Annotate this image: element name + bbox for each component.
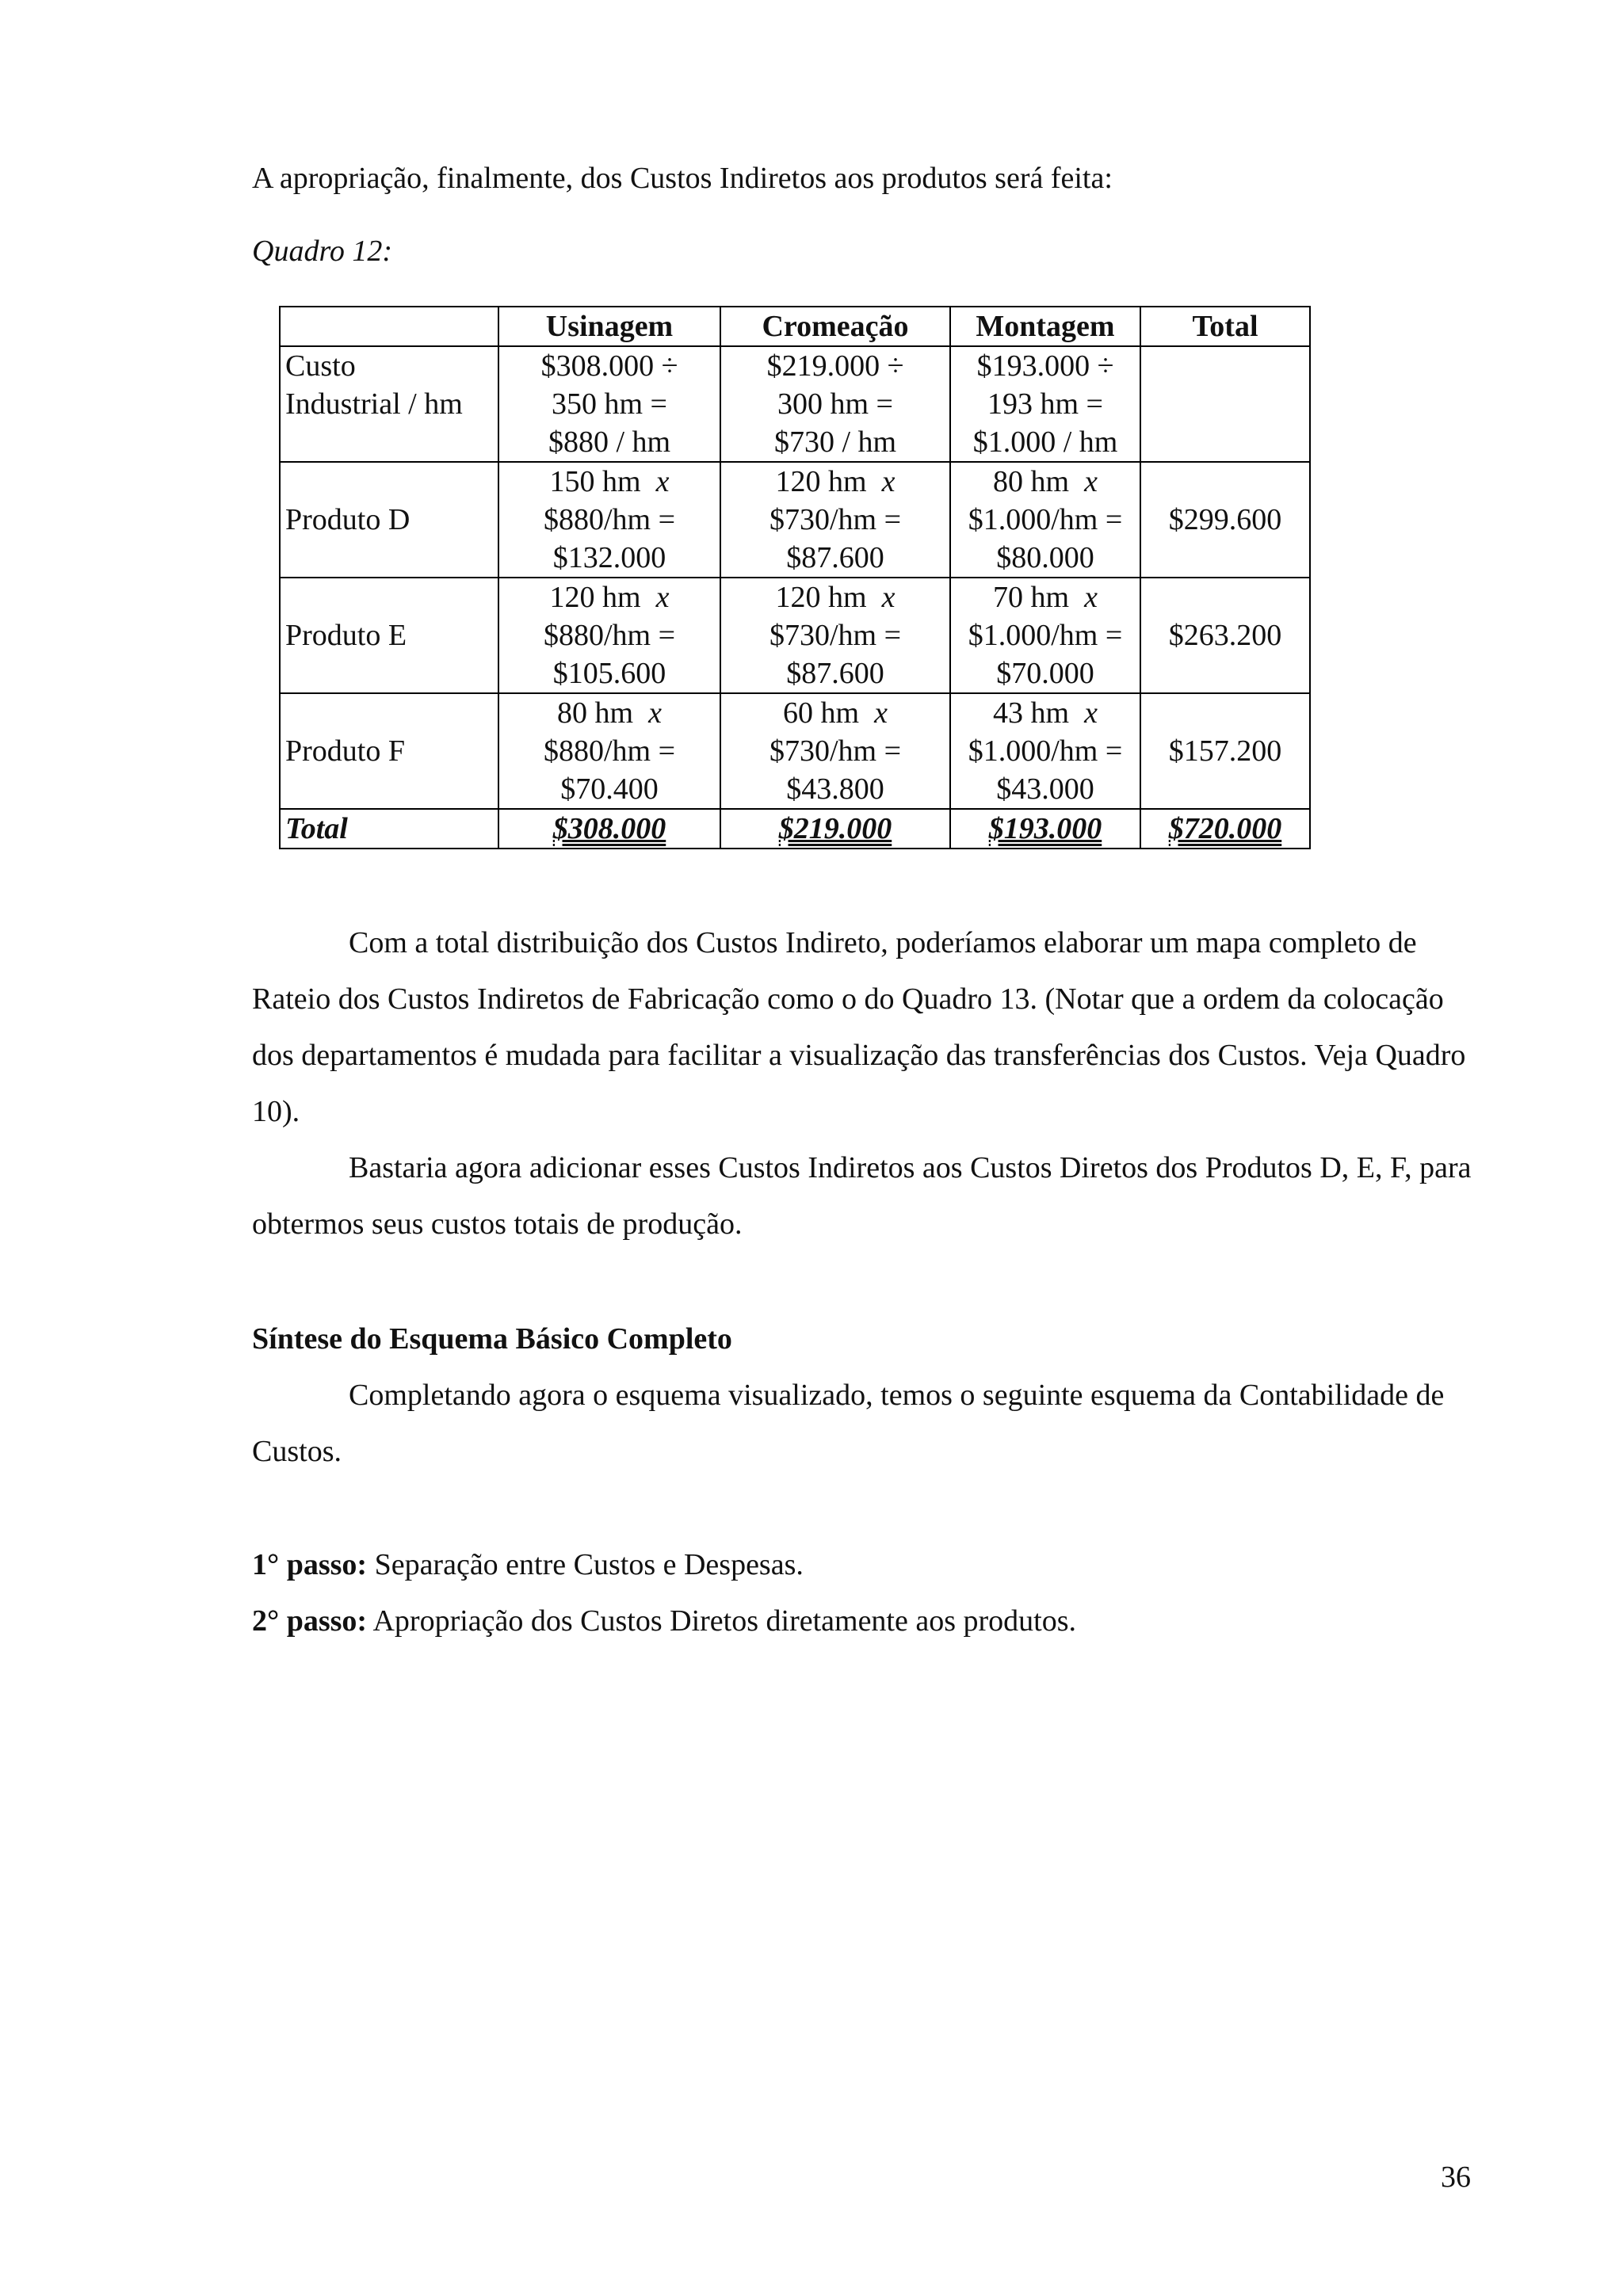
cell-line: $730 / hm: [773, 425, 897, 459]
cell-line: 60 hm x: [783, 696, 888, 730]
cell-line: $1.000/hm =: [968, 619, 1123, 652]
row-label-line1: Custo: [285, 349, 356, 383]
total-grand: $720.000: [1140, 809, 1310, 849]
cell-line: $105.600: [552, 657, 666, 690]
body-text-block: [252, 915, 1472, 1253]
step-1-text: Separação entre Custos e Despesas.: [367, 1548, 804, 1581]
total-usinagem: $308.000: [498, 809, 720, 849]
cell-line: $1.000/hm =: [968, 503, 1123, 536]
step-2: [252, 1593, 1472, 1650]
section-heading: Síntese do Esquema Básico Completo: [252, 1322, 732, 1356]
paragraph-bastaria: Bastaria agora adicionar esses Custos Indiretos aos Custos Diretos dos Produtos D, E, F, para obtermos seus custos totais de produção.: [252, 1151, 1472, 1241]
header-blank: [280, 307, 498, 346]
step-1: [252, 1537, 1472, 1593]
header-cromeacao: Cromeação: [720, 307, 950, 346]
cell-line: $730/hm =: [769, 619, 902, 652]
step-2-label: 2° passo:: [252, 1604, 368, 1638]
quadro-label: Quadro 12:: [252, 235, 392, 268]
cell-montagem: [950, 346, 1140, 462]
cell-total: $263.200: [1140, 578, 1310, 693]
cell-line: $87.600: [786, 541, 884, 574]
cell-line: $880/hm =: [543, 734, 676, 768]
step-2-text: Apropriação dos Custos Diretos diretamente aos produtos.: [367, 1604, 1077, 1638]
cell-line: $308.000 ÷: [540, 349, 678, 383]
table-row: [280, 693, 1310, 809]
table-row: [280, 578, 1310, 693]
cell-line: $70.400: [560, 772, 659, 806]
cell-cromeacao: [720, 346, 950, 462]
table-header-row: [280, 307, 1310, 346]
cell-line: $43.000: [996, 772, 1094, 806]
cell-montagem: [950, 693, 1140, 809]
cell-line: $880 / hm: [548, 425, 671, 459]
cell-line: $880/hm =: [543, 619, 676, 652]
cell-line: $87.600: [786, 657, 884, 690]
cell-line: 193 hm =: [987, 387, 1103, 421]
cell-cromeacao: [720, 462, 950, 578]
cell-line: $1.000 / hm: [972, 425, 1118, 459]
cell-montagem: [950, 578, 1140, 693]
header-montagem: Montagem: [950, 307, 1140, 346]
cell-line: $80.000: [996, 541, 1094, 574]
cell-line: $1.000/hm =: [968, 734, 1123, 768]
cell-cromeacao: [720, 693, 950, 809]
cell-line: 350 hm =: [552, 387, 667, 421]
row-label-produto-e: Produto E: [280, 578, 498, 693]
cell-line: 43 hm x: [993, 696, 1098, 730]
row-label-line2: Industrial / hm: [285, 387, 463, 421]
cell-usinagem: [498, 578, 720, 693]
cell-line: $193.000 ÷: [976, 349, 1114, 383]
section-sintese: [252, 1311, 1472, 1480]
cell-line: $70.000: [996, 657, 1094, 690]
cell-line: 120 hm x: [775, 465, 896, 498]
cell-usinagem: [498, 462, 720, 578]
table-total-row: [280, 809, 1310, 849]
header-total: Total: [1140, 307, 1310, 346]
cell-cromeacao: [720, 578, 950, 693]
paragraph-distribuicao: Com a total distribuição dos Custos Indireto, poderíamos elaborar um mapa completo de Rateio dos Custos Indiretos de Fabricação como o do Quadro 13. (Notar que a ordem da colocação dos departamentos é mudada para facilitar a visualização das transferências dos Custos. Veja Quadro 10).: [252, 926, 1466, 1128]
header-usinagem: Usinagem: [498, 307, 720, 346]
cell-line: $132.000: [552, 541, 666, 574]
cell-line: 120 hm x: [549, 581, 670, 614]
step-1-label: 1° passo:: [252, 1548, 368, 1581]
total-cromeacao: $219.000: [720, 809, 950, 849]
cell-line: 300 hm =: [777, 387, 893, 421]
cell-montagem: [950, 462, 1140, 578]
table-row: [280, 462, 1310, 578]
row-label-produto-f: Produto F: [280, 693, 498, 809]
total-row-label: Total: [280, 809, 498, 849]
page-number: 36: [1441, 2161, 1471, 2194]
cell-line: $43.800: [786, 772, 884, 806]
steps-list: [252, 1537, 1472, 1650]
row-label-produto-d: Produto D: [280, 462, 498, 578]
cell-total: $299.600: [1140, 462, 1310, 578]
cell-line: $880/hm =: [543, 503, 676, 536]
cell-total: $157.200: [1140, 693, 1310, 809]
cell-line: 80 hm x: [993, 465, 1098, 498]
total-montagem: $193.000: [950, 809, 1140, 849]
cell-line: 150 hm x: [549, 465, 670, 498]
cell-line: 70 hm x: [993, 581, 1098, 614]
paragraph-completando: Completando agora o esquema visualizado, temos o seguinte esquema da Contabilidade de Custos.: [252, 1379, 1445, 1468]
table-row: [280, 346, 1310, 462]
intro-paragraph: A apropriação, finalmente, dos Custos Indiretos aos produtos será feita:: [252, 162, 1113, 195]
cell-line: $219.000 ÷: [766, 349, 904, 383]
cell-line: $730/hm =: [769, 734, 902, 768]
cell-usinagem: [498, 693, 720, 809]
cell-line: 120 hm x: [775, 581, 896, 614]
cell-total: [1140, 346, 1310, 462]
cell-usinagem: [498, 346, 720, 462]
quadro-12-table: [279, 306, 1311, 849]
row-label-custo-industrial: [280, 346, 498, 462]
cell-line: 80 hm x: [557, 696, 662, 730]
cell-line: $730/hm =: [769, 503, 902, 536]
